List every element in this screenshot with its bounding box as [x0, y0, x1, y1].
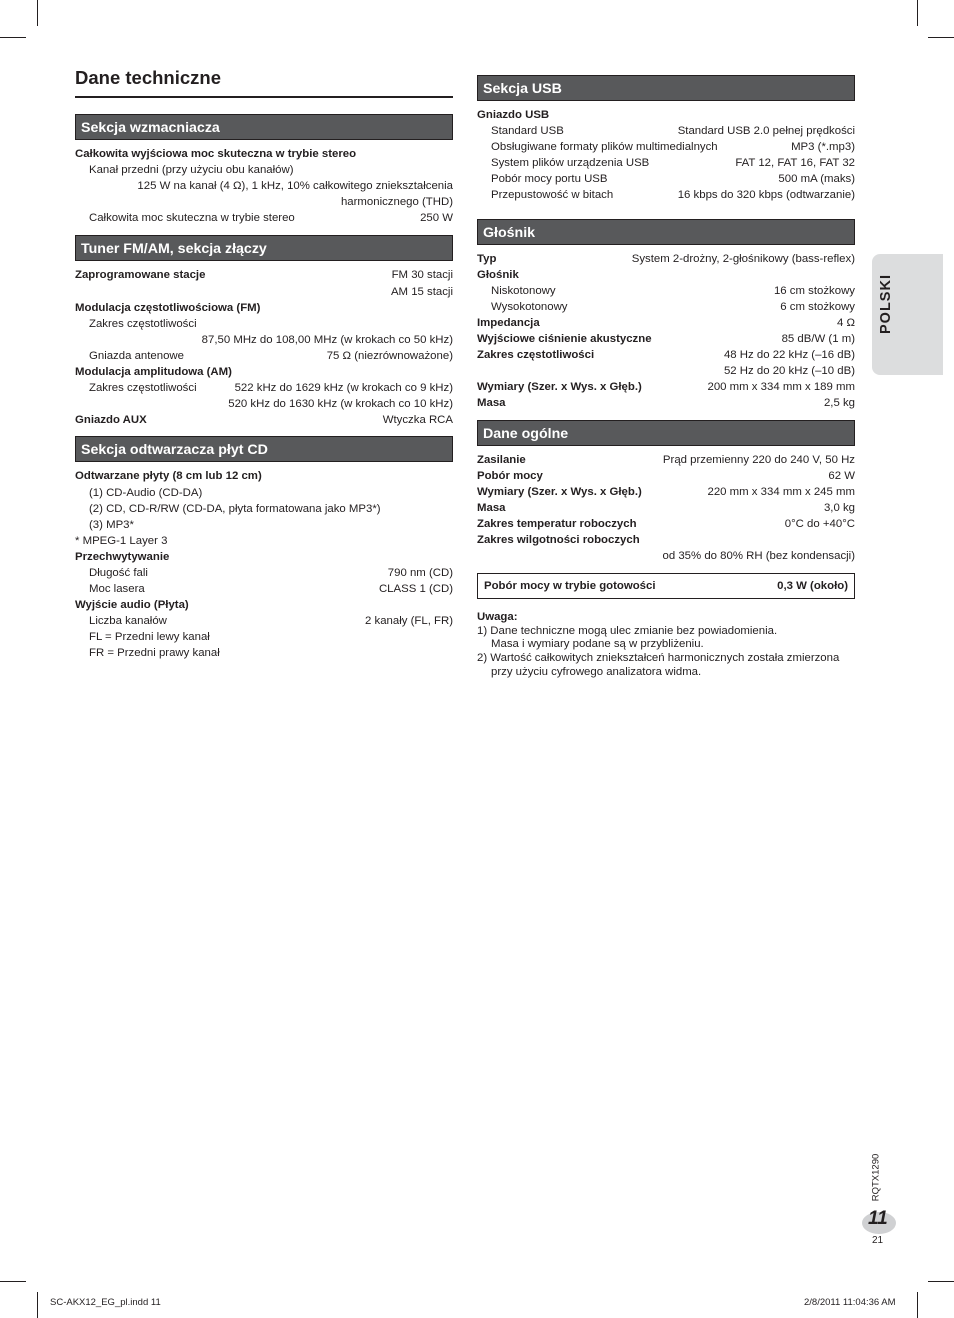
cd-fl: FL = Przedni lewy kanał	[89, 631, 210, 644]
amp-total-power-label: Całkowita moc skuteczna w trybie stereo	[89, 212, 295, 225]
general-mass-label: Masa	[477, 501, 506, 514]
usb-row	[477, 139, 855, 155]
speaker-woofer	[477, 283, 855, 299]
general-consumption-value: 62 W	[828, 469, 855, 482]
speaker-type-value: System 2-drożny, 2-głośnikowy (bass-reflex)	[631, 252, 855, 265]
section-header-speaker: Głośnik	[477, 219, 855, 245]
note-1: 1) Dane techniczne mogą ulec zmianie bez powiadomienia.	[477, 624, 778, 637]
speaker-freq-value1: 48 Hz do 22 kHz (–16 dB)	[723, 349, 855, 362]
usb-row	[477, 171, 855, 187]
general-humidity-label: Zakres wilgotności roboczych	[477, 533, 640, 546]
cd-wavelength-label: Długość fali	[89, 566, 148, 579]
crop-mark	[928, 37, 954, 38]
tuner-fm-range-label: Zakres częstotliwości	[89, 317, 197, 330]
cd-channels	[75, 613, 453, 629]
cd-audio-label: Wyjście audio (Płyta)	[75, 599, 189, 612]
tuner-am-range-value1: 522 kHz do 1629 kHz (w krokach co 9 kHz)	[234, 382, 453, 395]
standby-power-label: Pobór mocy w trybie gotowości	[484, 580, 656, 593]
cd-laser	[75, 581, 453, 597]
general-humidity-value: od 35% do 80% RH (bez kondensacji)	[662, 550, 855, 563]
speaker-impedance-label: Impedancja	[477, 316, 540, 329]
crop-mark	[37, 0, 38, 26]
speaker-woofer-label: Niskotonowy	[491, 284, 556, 297]
section-header-usb: Sekcja USB	[477, 75, 855, 101]
tuner-preset	[75, 267, 453, 283]
tuner-antenna	[75, 348, 453, 364]
usb-row	[477, 187, 855, 203]
general-consumption	[477, 468, 855, 484]
page-sub-number: 21	[872, 1235, 884, 1246]
section-header-cd: Sekcja odtwarzacza płyt CD	[75, 436, 453, 462]
cd-disc-1: (1) CD-Audio (CD-DA)	[89, 486, 203, 499]
general-power-label: Zasilanie	[477, 453, 526, 466]
note-2b: przy użyciu cyfrowego analizatora widma.	[491, 665, 702, 678]
cd-channels-value: 2 kanały (FL, FR)	[365, 615, 453, 628]
speaker-mass	[477, 395, 855, 411]
usb-row-value: MP3 (*.mp3)	[791, 141, 855, 154]
tuner-am-range	[75, 380, 453, 396]
crop-mark	[0, 1281, 26, 1282]
speaker-dim-value: 200 mm x 334 mm x 189 mm	[707, 381, 855, 394]
speaker-freq-value2: 52 Hz do 20 kHz (–10 dB)	[723, 365, 855, 378]
cd-disc-2: (2) CD, CD-R/RW (CD-DA, płyta formatowana jako MP3*)	[89, 502, 381, 515]
speaker-spl-value: 85 dB/W (1 m)	[781, 333, 855, 346]
speaker-spl-label: Wyjściowe ciśnienie akustyczne	[477, 333, 652, 346]
cd-disc-3: (3) MP3*	[89, 518, 134, 531]
tuner-preset-label: Zaprogramowane stacje	[75, 269, 206, 282]
usb-row-label: Pobór mocy portu USB	[491, 173, 608, 186]
speaker-mass-label: Masa	[477, 397, 506, 410]
tuner-antenna-label: Gniazda antenowe	[89, 349, 184, 362]
tuner-fm-label: Modulacja częstotliwościowa (FM)	[75, 301, 261, 314]
speaker-freq-label: Zakres częstotliwości	[477, 349, 595, 362]
crop-mark	[917, 0, 918, 26]
cd-discs-label: Odtwarzane płyty (8 cm lub 12 cm)	[75, 470, 262, 483]
tuner-am-range-value2: 520 kHz do 1630 kHz (w krokach co 10 kHz)	[228, 398, 453, 411]
tuner-am-range-label: Zakres częstotliwości	[89, 382, 197, 395]
standby-power-box	[477, 573, 855, 599]
tuner-antenna-value: 75 Ω (niezrównoważone)	[326, 349, 453, 362]
speaker-type-label: Typ	[477, 252, 497, 265]
cd-channels-label: Liczba kanałów	[89, 615, 167, 628]
section-header-tuner: Tuner FM/AM, sekcja złączy	[75, 235, 453, 261]
speaker-dim-label: Wymiary (Szer. x Wys. x Głęb.)	[477, 381, 642, 394]
usb-row-label: Przepustowość w bitach	[491, 189, 614, 202]
tuner-am-label: Modulacja amplitudowa (AM)	[75, 366, 232, 379]
general-temp-value: 0°C do +40°C	[784, 517, 855, 530]
usb-row-value: 16 kbps do 320 kbps (odtwarzanie)	[677, 189, 855, 202]
usb-port-label: Gniazdo USB	[477, 109, 550, 121]
speaker-tweeter-value: 6 cm stożkowy	[780, 300, 855, 313]
speaker-freq	[477, 347, 855, 363]
right-column	[477, 75, 855, 679]
general-temp-label: Zakres temperatur roboczych	[477, 517, 637, 530]
amp-total-power	[75, 210, 453, 226]
crop-mark	[0, 37, 26, 38]
footer-file: SC-AKX12_EG_pl.indd 11	[50, 1297, 161, 1308]
general-mass-value: 3,0 kg	[823, 501, 855, 514]
notes-title: Uwaga:	[477, 611, 518, 624]
amp-per-channel: 125 W na kanał (4 Ω), 1 kHz, 10% całkowitego zniekształcenia	[137, 180, 453, 193]
speaker-type	[477, 251, 855, 267]
language-tab-label: POLSKI	[878, 274, 894, 334]
page-code: RQTX1290	[870, 1153, 882, 1202]
speaker-spl	[477, 331, 855, 347]
page-number: 11	[868, 1208, 888, 1229]
usb-row-value: FAT 12, FAT 16, FAT 32	[735, 157, 855, 170]
crop-mark	[917, 1292, 918, 1318]
amp-front-channel: Kanał przedni (przy użyciu obu kanałów)	[89, 164, 294, 177]
usb-row-value: Standard USB 2.0 pełnej prędkości	[677, 125, 855, 138]
general-power	[477, 452, 855, 468]
section-header-general: Dane ogólne	[477, 420, 855, 446]
note-1b: Masa i wymiary podane są w przybliżeniu.	[491, 638, 704, 651]
tuner-fm-range-value: 87,50 MHz do 108,00 MHz (w krokach co 50 kHz)	[201, 333, 453, 346]
general-dim	[477, 484, 855, 500]
cd-wavelength	[75, 565, 453, 581]
tuner-aux-label: Gniazdo AUX	[75, 414, 147, 427]
note-2: 2) Wartość całkowitych zniekształceń harmonicznych została zmierzona	[477, 651, 840, 664]
speaker-label: Głośnik	[477, 268, 519, 281]
left-column	[75, 68, 453, 662]
amp-total-output: Całkowita wyjściowa moc skuteczna w trybie stereo	[75, 148, 357, 160]
usb-row-label: Obsługiwane formaty plików multimedialnych	[491, 141, 718, 154]
usb-row	[477, 155, 855, 171]
speaker-dim	[477, 379, 855, 395]
amp-total-power-value: 250 W	[420, 212, 453, 225]
speaker-woofer-value: 16 cm stożkowy	[773, 284, 855, 297]
amp-thd: harmonicznego (THD)	[340, 196, 453, 209]
general-consumption-label: Pobór mocy	[477, 469, 543, 482]
speaker-mass-value: 2,5 kg	[823, 397, 855, 410]
speaker-tweeter-label: Wysokotonowy	[491, 300, 568, 313]
crop-mark	[928, 1281, 954, 1282]
general-power-value: Prąd przemienny 220 do 240 V, 50 Hz	[662, 453, 855, 466]
cd-note: * MPEG-1 Layer 3	[75, 534, 168, 547]
notes	[477, 611, 855, 679]
tuner-preset-fm: FM 30 stacji	[391, 269, 453, 282]
usb-row-value: 500 mA (maks)	[778, 173, 855, 186]
general-dim-label: Wymiary (Szer. x Wys. x Głęb.)	[477, 485, 642, 498]
usb-row-label: Standard USB	[491, 125, 564, 138]
cd-wavelength-value: 790 nm (CD)	[387, 566, 453, 579]
speaker-impedance-value: 4 Ω	[836, 316, 855, 329]
page-title: Dane techniczne	[75, 68, 453, 98]
general-mass	[477, 500, 855, 516]
tuner-preset-am: AM 15 stacji	[390, 285, 453, 298]
footer-date: 2/8/2011 11:04:36 AM	[804, 1297, 896, 1308]
tuner-aux-value: Wtyczka RCA	[382, 414, 453, 427]
cd-laser-value: CLASS 1 (CD)	[378, 583, 453, 596]
cd-laser-label: Moc lasera	[89, 583, 145, 596]
crop-mark	[37, 1292, 38, 1318]
tuner-aux	[75, 412, 453, 428]
speaker-impedance	[477, 315, 855, 331]
standby-power-value: 0,3 W (około)	[777, 580, 848, 593]
cd-pickup-label: Przechwytywanie	[75, 550, 170, 563]
general-dim-value: 220 mm x 334 mm x 245 mm	[707, 485, 855, 498]
general-temp	[477, 516, 855, 532]
cd-fr: FR = Przedni prawy kanał	[89, 647, 220, 660]
usb-row-label: System plików urządzenia USB	[491, 157, 650, 170]
usb-row	[477, 123, 855, 139]
section-header-amplifier: Sekcja wzmacniacza	[75, 114, 453, 140]
speaker-tweeter	[477, 299, 855, 315]
